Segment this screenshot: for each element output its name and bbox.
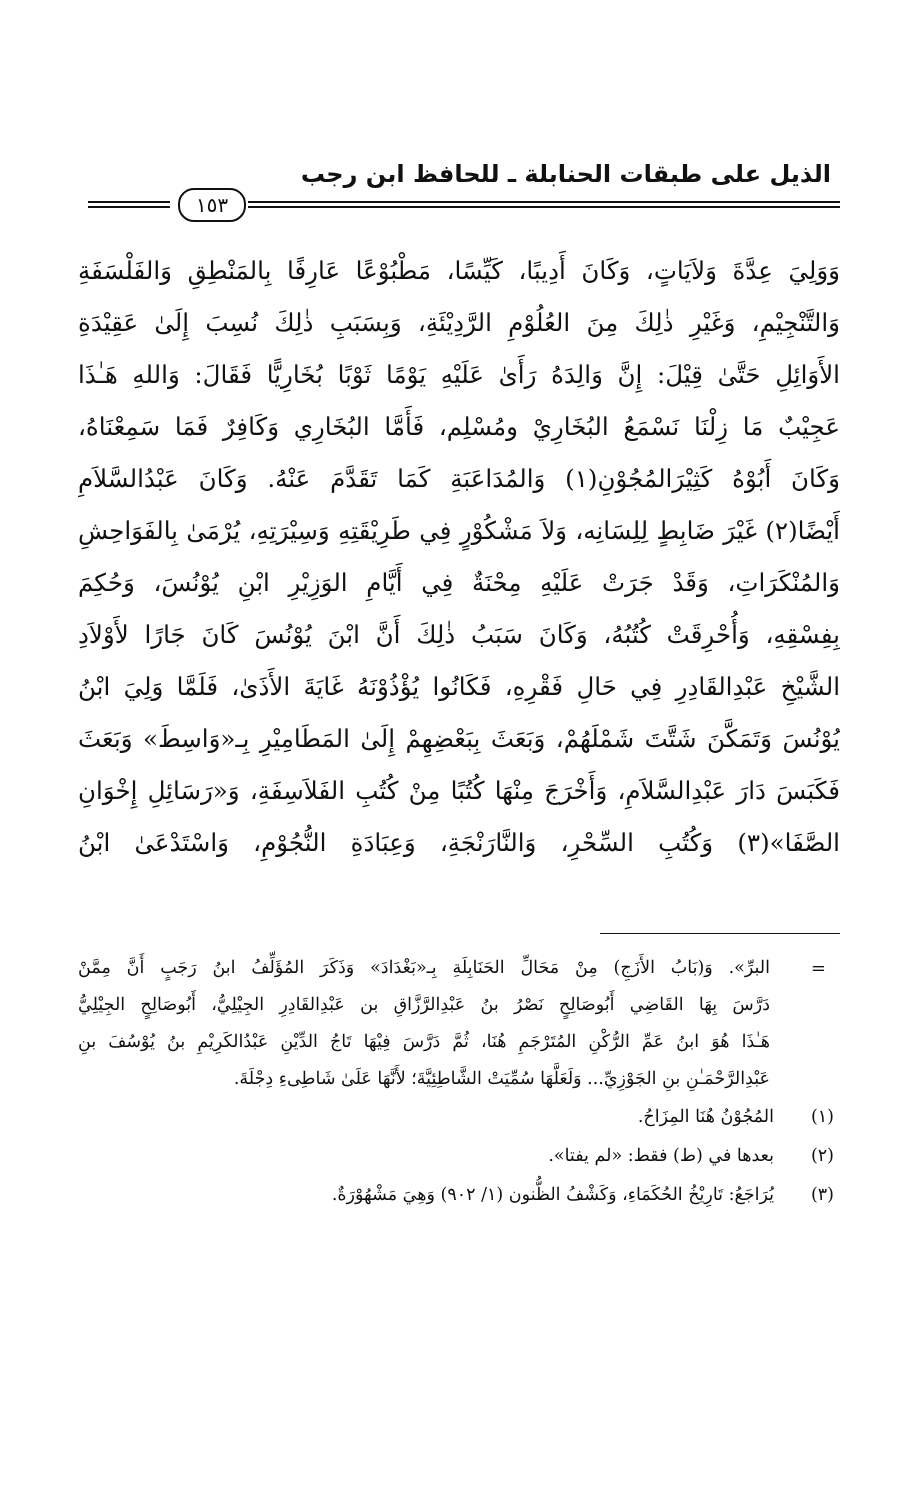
header-rule-right	[248, 201, 840, 208]
footnote-separator	[600, 933, 840, 934]
body-line: وَوَلِيَ عِدَّةَ وَلاَيَاتٍ، وَكَانَ أَدِيبًا، كَيِّسًا، مَطْبُوْعًا عَارِفًا بِالمَنْطِقِ وَالفَلْسَفَةِ	[78, 256, 840, 285]
footnote-item	[78, 1137, 840, 1176]
footnote-continuation-line: هَـٰذَا هُوَ ابنُ عَمِّ الرُّكْنِ المُتَرْجَمِ هُنَا، ثُمَّ دَرَّسَ فِيْهَا تَاجُ الدِّيْنِ عَبْدُالكَرِيْمِ بنُ يُوْسُفَ بنِ	[78, 1032, 770, 1052]
footnote-continuation	[78, 950, 840, 1098]
body-line: الصَّفَا»(٣) وَكُتُبِ السِّحْرِ، وَالنَّارَنْجَةِ، وَعِبَادَةِ النُّجُوْمِ، وَاسْتَدْعَىٰ ابْنُ	[78, 828, 840, 857]
body-line: الشَّيْخِ عَبْدِالقَادِرِ فِي حَالِ فَقْرِهِ، فَكَانُوا يُؤْذُوْنَهُ غَايَةَ الأَذَىٰ، فَلَمَّا وَلِيَ ابْنُ	[78, 672, 840, 701]
body-line: وَالمُنْكَرَاتِ، وَقَدْ جَرَتْ عَلَيْهِ مِحْنَةٌ فِي أَيَّامِ الوَزِيْرِ ابْنِ يُوْنُسَ، وَحُكِمَ	[78, 568, 840, 597]
body-line: فَكَبَسَ دَارَ عَبْدِالسَّلاَمِ، وَأَخْرَجَ مِنْهَا كُتُبًا مِنْ كُتُبِ الفَلاَسِفَةِ، وَ«رَسَائِلِ إِخْوَانِ	[78, 776, 840, 805]
footnote-number: (٢)	[810, 1146, 834, 1166]
page-number: ١٥٣	[178, 188, 246, 222]
footnotes-block	[78, 950, 840, 1215]
footnote-continuation-line: عَبْدِالرَّحْمَـٰنِ بنِ الجَوْزِيِّ... وَلَعَلَّهَا سُمِّيَتْ الشَّاطِئِيَّةَ؛ لأَنَّهَا عَلَىٰ شَاطِىءِ دِجْلَةَ.	[233, 1069, 770, 1089]
body-line: أَيْضًا(٢) غَيْرَ ضَابِطٍ لِلِسَانِه، وَلاَ مَشْكُوْرٍ فِي طَرِيْقَتِهِ وَسِيْرَتِهِ، يُرْمَىٰ بِالفَوَاحِشِ	[78, 516, 840, 545]
header-rule-left	[88, 201, 170, 208]
body-line: عَجِيْبٌ مَا زِلْنَا نَسْمَعُ البُخَارِيْ ومُسْلِم، فَأَمَّا البُخَارِي وَكَافِرٌ فَمَا سَمِعْنَاهُ،	[78, 412, 840, 441]
footnote-item	[78, 1176, 840, 1215]
footnote-text: المُجُوْنُ هُنَا المِزَاحُ.	[637, 1107, 774, 1127]
body-line: بِفِسْقِهِ، وَأُحْرِقَتْ كُتُبُهُ، وَكَانَ سَبَبُ ذٰلِكَ أَنَّ ابْنَ يُوْنُسَ كَانَ جَارًا لأَوْلاَدِ	[78, 620, 840, 649]
footnote-text: يُرَاجَعُ: تَارِيْخُ الحُكَمَاءِ، وَكَشْفُ الظُّنون (١/ ٩٠٢) وَهِيَ مَشْهُوْرَةٌ.	[331, 1185, 774, 1205]
footnote-number: (٣)	[810, 1185, 834, 1205]
footnote-continuation-line: البرِّ». وَ(بَابُ الأَزَجِ) مِنْ مَحَالِّ الحَنَابِلَةِ بِـ«بَغْدَادَ» وَذَكَرَ المُؤَلِّفُ ابنُ رَجَبٍ أَنَّ مِمَّنْ	[78, 958, 770, 978]
body-line: وَالتَّنْجِيْمِ، وَغَيْرِ ذٰلِكَ مِنَ العُلُوْمِ الرَّدِيْئَةِ، وَبِسَبَبِ ذٰلِكَ نُسِبَ إِلَىٰ عَقِيْدَةِ	[78, 308, 840, 337]
body-line: الأَوَائِلِ حَتَّىٰ قِيْلَ: إِنَّ وَالِدَهُ رَأَىٰ عَلَيْهِ يَوْمًا ثَوْبًا بُخَارِيًّا فَقَالَ: وَاللهِ هَـٰذَا	[78, 360, 840, 389]
running-header-title: الذيل على طبقات الحنابلة ـ للحافظ ابن رجب	[300, 160, 831, 188]
main-text-block	[78, 245, 840, 869]
footnote-text: بعدها في (ط) فقط: «لم يفتا».	[548, 1146, 774, 1166]
footnote-continuation-line: دَرَّسَ بِهَا القَاضِي أَبُوصَالِحٍ نَصْرُ بنُ عَبْدِالرَّزَّاقِ بن عَبْدِالقَادِرِ الجِيْلِيُّ، أَبُوصَالِحٍ الجِيْلِيُّ	[78, 995, 770, 1015]
header-rule	[88, 188, 840, 222]
body-line: وَكَانَ أَبُوْهُ كَثِيْرَالمُجُوْنِ(١) وَالمُدَاعَبَةِ كَمَا تَقَدَّمَ عَنْهُ. وَكَانَ عَبْدُالسَّلاَمِ	[78, 464, 840, 493]
footnote-item	[78, 1098, 840, 1137]
footnote-number: (١)	[810, 1107, 834, 1127]
continuation-mark: =	[810, 958, 826, 979]
body-line: يُوْنُسَ وَتَمَكَّنَ شَتَّتَ شَمْلَهُمْ، وَبَعَثَ بِبَعْضِهِمْ إِلَىٰ المَطَامِيْرِ بِـ«وَاسِطَ» وَبَعَثَ	[78, 724, 840, 753]
